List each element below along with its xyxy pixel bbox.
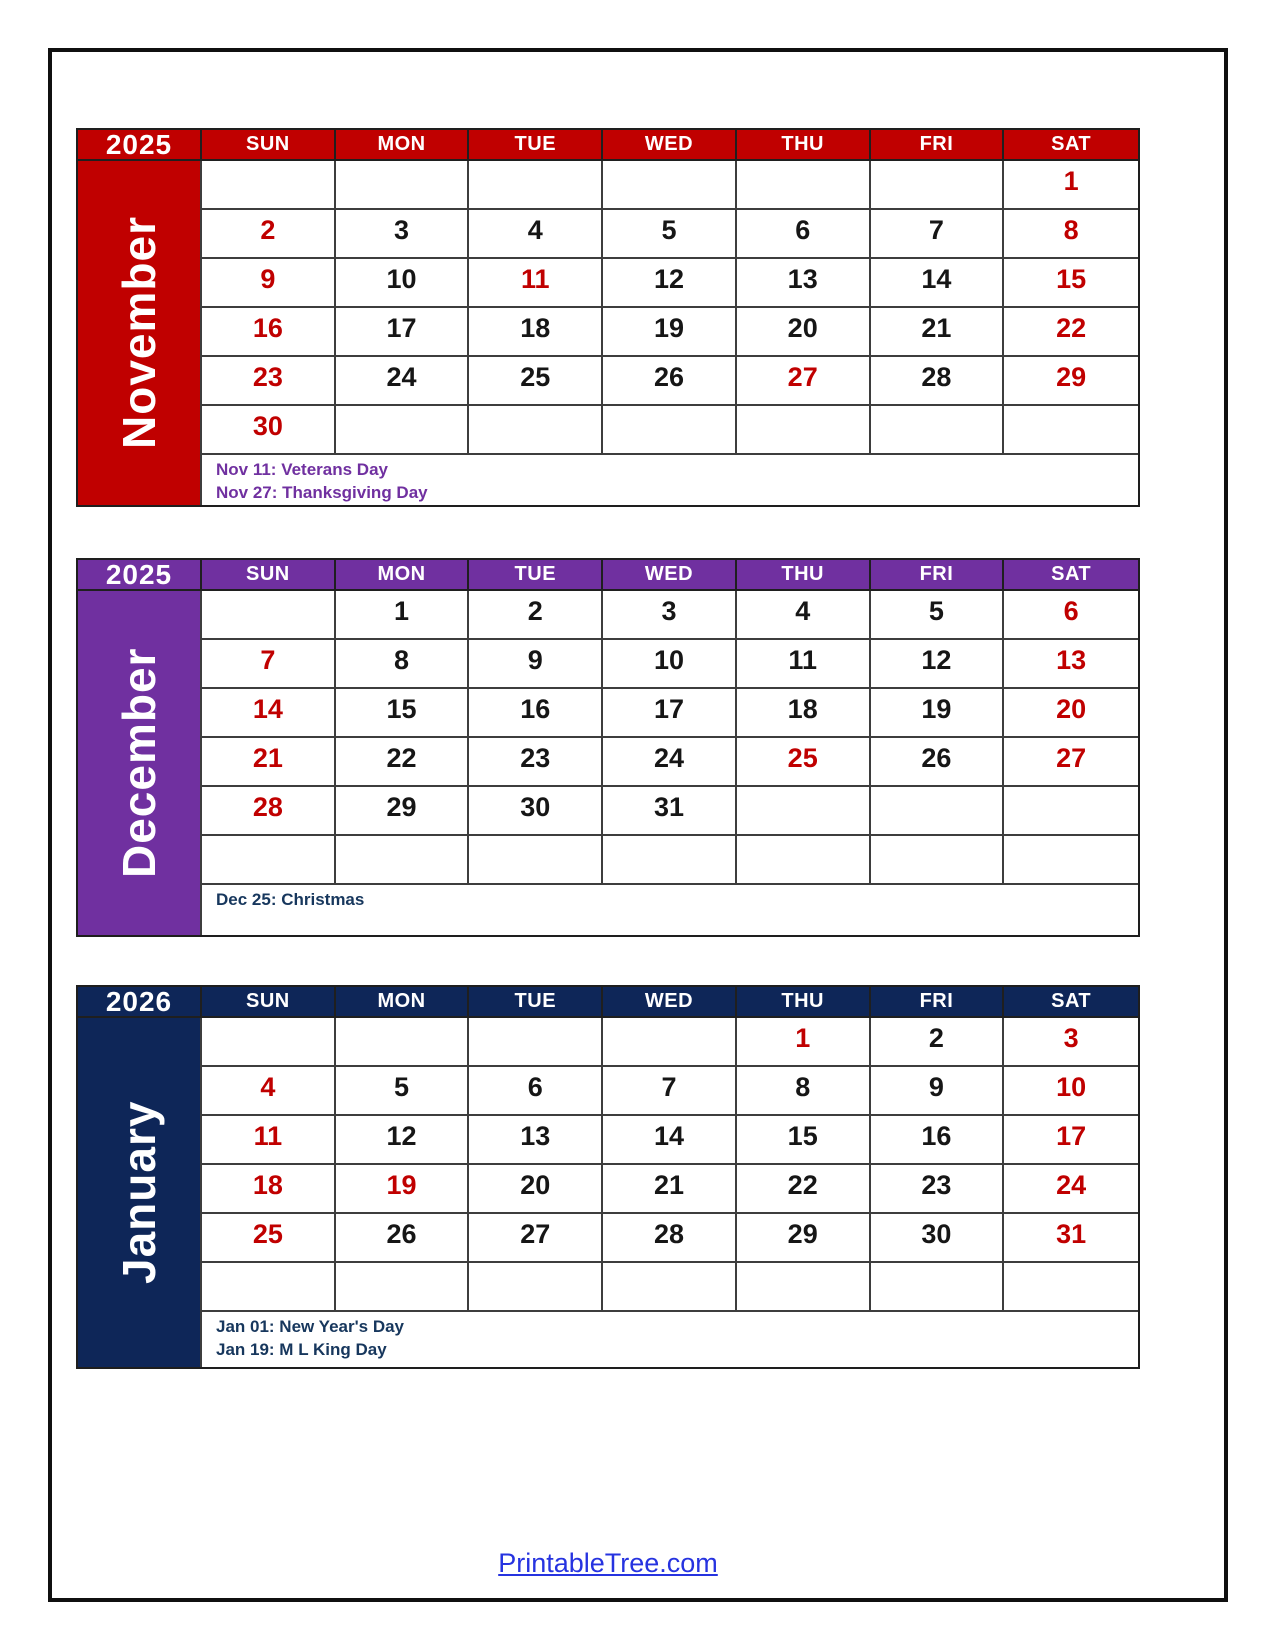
day-cell bbox=[336, 406, 470, 455]
month-band bbox=[78, 161, 202, 505]
day-cell: 29 bbox=[336, 787, 470, 836]
weekday-header: SAT bbox=[1004, 560, 1138, 591]
day-cell: 2 bbox=[202, 210, 336, 259]
day-cell: 5 bbox=[871, 591, 1005, 640]
month-label: January bbox=[113, 1100, 165, 1285]
holiday-note: Nov 27: Thanksgiving Day bbox=[216, 482, 428, 502]
day-cell: 17 bbox=[336, 308, 470, 357]
day-cell: 17 bbox=[1004, 1116, 1138, 1165]
site-link[interactable]: PrintableTree.com bbox=[498, 1548, 718, 1578]
calendar-december-2025 bbox=[76, 558, 1140, 937]
day-cell: 6 bbox=[1004, 591, 1138, 640]
day-cell bbox=[1004, 787, 1138, 836]
weekday-header: MON bbox=[336, 987, 470, 1018]
day-cell bbox=[871, 787, 1005, 836]
weekday-header: SAT bbox=[1004, 987, 1138, 1018]
day-cell: 20 bbox=[469, 1165, 603, 1214]
day-cell bbox=[737, 787, 871, 836]
day-cell bbox=[202, 836, 336, 885]
month-band bbox=[78, 591, 202, 935]
weekday-header: WED bbox=[603, 987, 737, 1018]
day-cell bbox=[336, 1018, 470, 1067]
day-cell: 22 bbox=[737, 1165, 871, 1214]
day-cell bbox=[1004, 836, 1138, 885]
calendar-january-2026 bbox=[76, 985, 1140, 1369]
weekday-header: SUN bbox=[202, 130, 336, 161]
day-cell: 21 bbox=[202, 738, 336, 787]
day-cell: 1 bbox=[1004, 161, 1138, 210]
weekday-header: THU bbox=[737, 560, 871, 591]
day-cell: 15 bbox=[336, 689, 470, 738]
day-cell bbox=[469, 161, 603, 210]
year-label: 2026 bbox=[78, 987, 202, 1018]
day-cell bbox=[871, 406, 1005, 455]
day-cell: 1 bbox=[336, 591, 470, 640]
day-cell: 16 bbox=[871, 1116, 1005, 1165]
weekday-header: TUE bbox=[469, 130, 603, 161]
day-cell: 27 bbox=[1004, 738, 1138, 787]
day-cell bbox=[1004, 1263, 1138, 1312]
day-cell bbox=[202, 161, 336, 210]
day-cell: 15 bbox=[1004, 259, 1138, 308]
day-cell: 15 bbox=[737, 1116, 871, 1165]
day-cell: 26 bbox=[603, 357, 737, 406]
weekday-header: SUN bbox=[202, 987, 336, 1018]
holiday-notes bbox=[202, 455, 1138, 505]
day-cell: 1 bbox=[737, 1018, 871, 1067]
month-label: December bbox=[113, 647, 165, 879]
day-cell bbox=[202, 1263, 336, 1312]
day-cell: 19 bbox=[336, 1165, 470, 1214]
day-cell: 3 bbox=[603, 591, 737, 640]
weekday-header: THU bbox=[737, 130, 871, 161]
day-cell: 7 bbox=[603, 1067, 737, 1116]
day-cell: 13 bbox=[469, 1116, 603, 1165]
day-cell: 8 bbox=[1004, 210, 1138, 259]
day-cell: 12 bbox=[603, 259, 737, 308]
day-cell: 9 bbox=[202, 259, 336, 308]
day-cell bbox=[871, 836, 1005, 885]
day-cell: 9 bbox=[469, 640, 603, 689]
day-cell: 28 bbox=[603, 1214, 737, 1263]
day-cell: 19 bbox=[871, 689, 1005, 738]
day-cell: 18 bbox=[469, 308, 603, 357]
day-cell bbox=[737, 836, 871, 885]
calendar-november-2025 bbox=[76, 128, 1140, 507]
day-cell: 3 bbox=[336, 210, 470, 259]
day-cell: 23 bbox=[469, 738, 603, 787]
day-cell: 10 bbox=[1004, 1067, 1138, 1116]
weekday-header: TUE bbox=[469, 560, 603, 591]
day-cell: 30 bbox=[469, 787, 603, 836]
day-cell bbox=[871, 161, 1005, 210]
day-cell: 30 bbox=[202, 406, 336, 455]
day-cell bbox=[737, 406, 871, 455]
day-cell bbox=[469, 406, 603, 455]
day-cell: 4 bbox=[469, 210, 603, 259]
day-cell: 5 bbox=[336, 1067, 470, 1116]
day-cell: 18 bbox=[737, 689, 871, 738]
day-cell: 20 bbox=[737, 308, 871, 357]
day-cell: 6 bbox=[469, 1067, 603, 1116]
year-label: 2025 bbox=[78, 130, 202, 161]
day-cell: 19 bbox=[603, 308, 737, 357]
day-cell: 18 bbox=[202, 1165, 336, 1214]
day-cell: 27 bbox=[469, 1214, 603, 1263]
day-cell bbox=[336, 161, 470, 210]
day-cell bbox=[336, 836, 470, 885]
day-cell: 21 bbox=[871, 308, 1005, 357]
day-cell bbox=[202, 1018, 336, 1067]
day-cell: 26 bbox=[871, 738, 1005, 787]
day-cell: 14 bbox=[871, 259, 1005, 308]
weekday-header: FRI bbox=[871, 560, 1005, 591]
day-cell: 23 bbox=[871, 1165, 1005, 1214]
day-cell: 8 bbox=[336, 640, 470, 689]
day-cell bbox=[1004, 406, 1138, 455]
day-cell: 28 bbox=[871, 357, 1005, 406]
day-cell bbox=[469, 1018, 603, 1067]
day-cell: 31 bbox=[1004, 1214, 1138, 1263]
day-cell: 24 bbox=[603, 738, 737, 787]
day-cell: 29 bbox=[1004, 357, 1138, 406]
holiday-note: Nov 11: Veterans Day bbox=[216, 460, 388, 479]
day-cell: 13 bbox=[1004, 640, 1138, 689]
day-cell: 29 bbox=[737, 1214, 871, 1263]
day-cell bbox=[469, 1263, 603, 1312]
day-cell: 12 bbox=[871, 640, 1005, 689]
day-cell: 31 bbox=[603, 787, 737, 836]
day-cell: 28 bbox=[202, 787, 336, 836]
day-cell: 11 bbox=[202, 1116, 336, 1165]
month-band bbox=[78, 1018, 202, 1367]
day-cell: 6 bbox=[737, 210, 871, 259]
day-cell: 16 bbox=[202, 308, 336, 357]
day-cell bbox=[737, 1263, 871, 1312]
day-cell bbox=[202, 591, 336, 640]
weekday-header: MON bbox=[336, 560, 470, 591]
weekday-header: FRI bbox=[871, 987, 1005, 1018]
weekday-header: WED bbox=[603, 130, 737, 161]
day-cell bbox=[469, 836, 603, 885]
day-cell bbox=[603, 836, 737, 885]
weekday-header: SAT bbox=[1004, 130, 1138, 161]
weekday-header: WED bbox=[603, 560, 737, 591]
day-cell: 14 bbox=[202, 689, 336, 738]
day-cell: 4 bbox=[737, 591, 871, 640]
month-label: November bbox=[113, 216, 165, 450]
day-cell: 9 bbox=[871, 1067, 1005, 1116]
day-cell: 3 bbox=[1004, 1018, 1138, 1067]
day-cell bbox=[603, 1263, 737, 1312]
holiday-notes bbox=[202, 1312, 1138, 1367]
day-cell: 26 bbox=[336, 1214, 470, 1263]
day-cell: 30 bbox=[871, 1214, 1005, 1263]
day-cell: 8 bbox=[737, 1067, 871, 1116]
footer bbox=[76, 1548, 1140, 1579]
day-cell: 25 bbox=[469, 357, 603, 406]
day-cell bbox=[871, 1263, 1005, 1312]
day-cell: 4 bbox=[202, 1067, 336, 1116]
day-cell: 25 bbox=[202, 1214, 336, 1263]
day-cell: 11 bbox=[737, 640, 871, 689]
day-cell bbox=[603, 406, 737, 455]
day-cell: 24 bbox=[1004, 1165, 1138, 1214]
day-cell: 10 bbox=[336, 259, 470, 308]
day-cell: 13 bbox=[737, 259, 871, 308]
day-cell bbox=[336, 1263, 470, 1312]
day-cell: 22 bbox=[336, 738, 470, 787]
weekday-header: TUE bbox=[469, 987, 603, 1018]
day-cell: 23 bbox=[202, 357, 336, 406]
holiday-note: Jan 19: M L King Day bbox=[216, 1339, 387, 1359]
holiday-note: Dec 25: Christmas bbox=[216, 890, 365, 909]
day-cell bbox=[737, 161, 871, 210]
day-cell: 12 bbox=[336, 1116, 470, 1165]
day-cell: 16 bbox=[469, 689, 603, 738]
day-cell bbox=[603, 1018, 737, 1067]
weekday-header: THU bbox=[737, 987, 871, 1018]
weekday-header: FRI bbox=[871, 130, 1005, 161]
day-cell: 17 bbox=[603, 689, 737, 738]
holiday-notes bbox=[202, 885, 1138, 935]
day-cell: 27 bbox=[737, 357, 871, 406]
day-cell: 11 bbox=[469, 259, 603, 308]
day-cell: 25 bbox=[737, 738, 871, 787]
day-cell: 14 bbox=[603, 1116, 737, 1165]
weekday-header: SUN bbox=[202, 560, 336, 591]
day-cell: 10 bbox=[603, 640, 737, 689]
day-cell: 5 bbox=[603, 210, 737, 259]
day-cell: 20 bbox=[1004, 689, 1138, 738]
day-cell bbox=[603, 161, 737, 210]
weekday-header: MON bbox=[336, 130, 470, 161]
day-cell: 2 bbox=[469, 591, 603, 640]
day-cell: 7 bbox=[871, 210, 1005, 259]
day-cell: 24 bbox=[336, 357, 470, 406]
day-cell: 21 bbox=[603, 1165, 737, 1214]
day-cell: 2 bbox=[871, 1018, 1005, 1067]
holiday-note: Jan 01: New Year's Day bbox=[216, 1317, 405, 1336]
day-cell: 22 bbox=[1004, 308, 1138, 357]
day-cell: 7 bbox=[202, 640, 336, 689]
year-label: 2025 bbox=[78, 560, 202, 591]
